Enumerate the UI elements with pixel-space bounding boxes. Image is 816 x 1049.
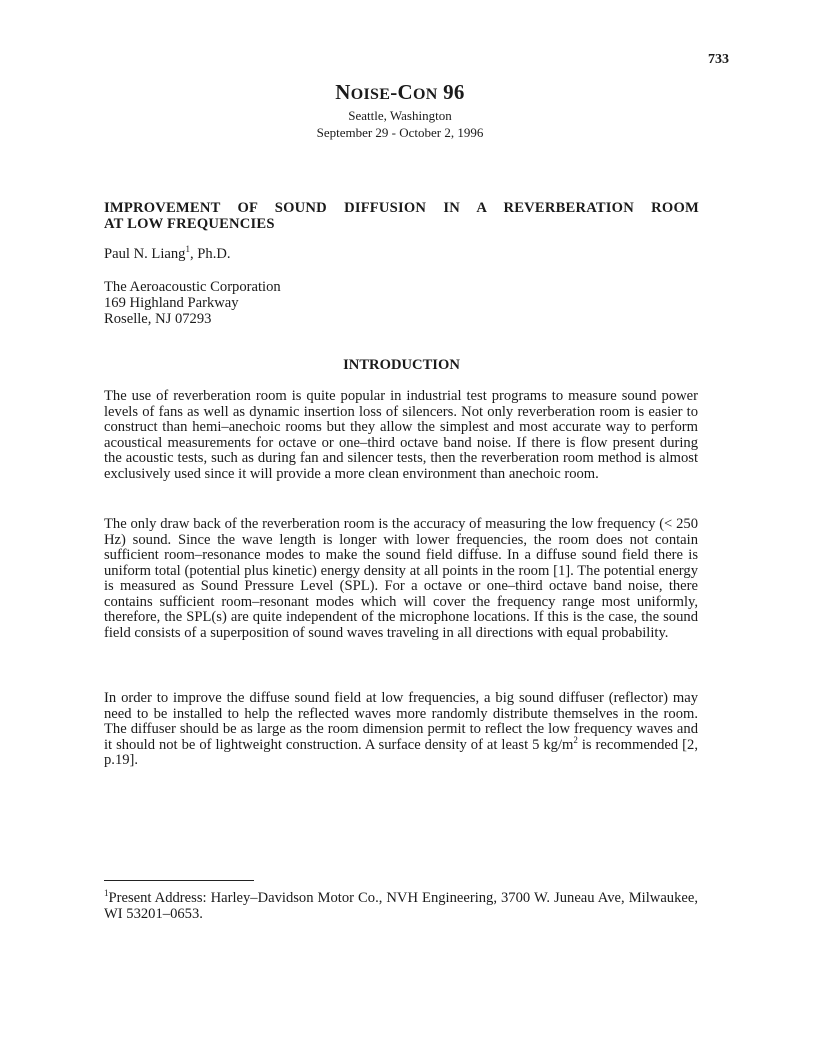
affiliation-line: Roselle, NJ 07293 <box>104 311 212 327</box>
affiliation <box>104 279 281 327</box>
affiliation-line: The Aeroacoustic Corporation <box>104 279 281 295</box>
footnote: $^1$Present Address: Harley–Davidson Motor Co., NVH Engineering, 3700 W. Juneau Ave, Milwaukee, WI 53201–0653. <box>104 888 698 922</box>
affiliation-line: 169 Highland Parkway <box>104 295 239 311</box>
author-footnote-marker: 1 <box>185 244 190 255</box>
page-number: 733 <box>708 52 729 67</box>
author: Paul N. Liang$^1$, Ph.D. <box>104 244 231 262</box>
section-heading: INTRODUCTION <box>343 357 460 373</box>
paper-title-line-1: IMPROVEMENT OF SOUND DIFFUSION IN A REVERBERATION ROOM <box>104 200 699 216</box>
conference-location: Seattle, Washington <box>348 108 452 123</box>
conference-header <box>260 80 540 141</box>
footnote-marker: 1 <box>104 888 109 899</box>
paragraph: The only draw back of the reverberation room is the accuracy of measuring the low frequency (< 250 Hz) sound. Since the wave length is longer with lower frequencies, the room does not contain sufficient room–resonance modes to make the sound field diffuse. In a diffuse sound field there is uniform total (potential plus kinetic) energy density at all points in the room [1]. The potential energy is measured as Sound Pressure Level (SPL). For a octave or one–third octave band noise, there contains sufficient room–resonant modes which will cover the frequency range most uniformly, therefore, the SPL(s) are quite independent of the microphone locations. If this is the case, the sound field consists of a superposition of sound waves traveling in all directions with equal probability. <box>104 516 698 641</box>
paper-title <box>104 200 699 232</box>
paragraph: In order to improve the diffuse sound field at low frequencies, a big sound diffuser (reflector) may need to be installed to help the reflected waves more randomly distribute themselves in the room. The diffuser should be as large as the room dimension permit to reflect the low frequency waves and it should not be of lightweight construction. A surface density of at least 5 $kg/m^2$ is recommended [2, p.19]. <box>104 690 698 769</box>
conference-dates: September 29 - October 2, 1996 <box>316 125 484 140</box>
conference-title: NOISE-CON 96 <box>335 80 465 104</box>
paper-title-line-2: AT LOW FREQUENCIES <box>104 216 275 232</box>
footnote-divider <box>104 880 254 881</box>
paragraph: The use of reverberation room is quite popular in industrial test programs to measure sound power levels of fans as well as dynamic insertion loss of silencers. Not only reverberation room is easier to construct than hemi–anechoic rooms but they allow the simplest and most accurate way to perform acoustical measurements for octave or one–third octave band noise. If there is flow present during the acoustic tests, such as during fan and silencer tests, then the reverberation room method is almost exclusively used since it will provide a more clean environment than anechoic room. <box>104 388 698 482</box>
